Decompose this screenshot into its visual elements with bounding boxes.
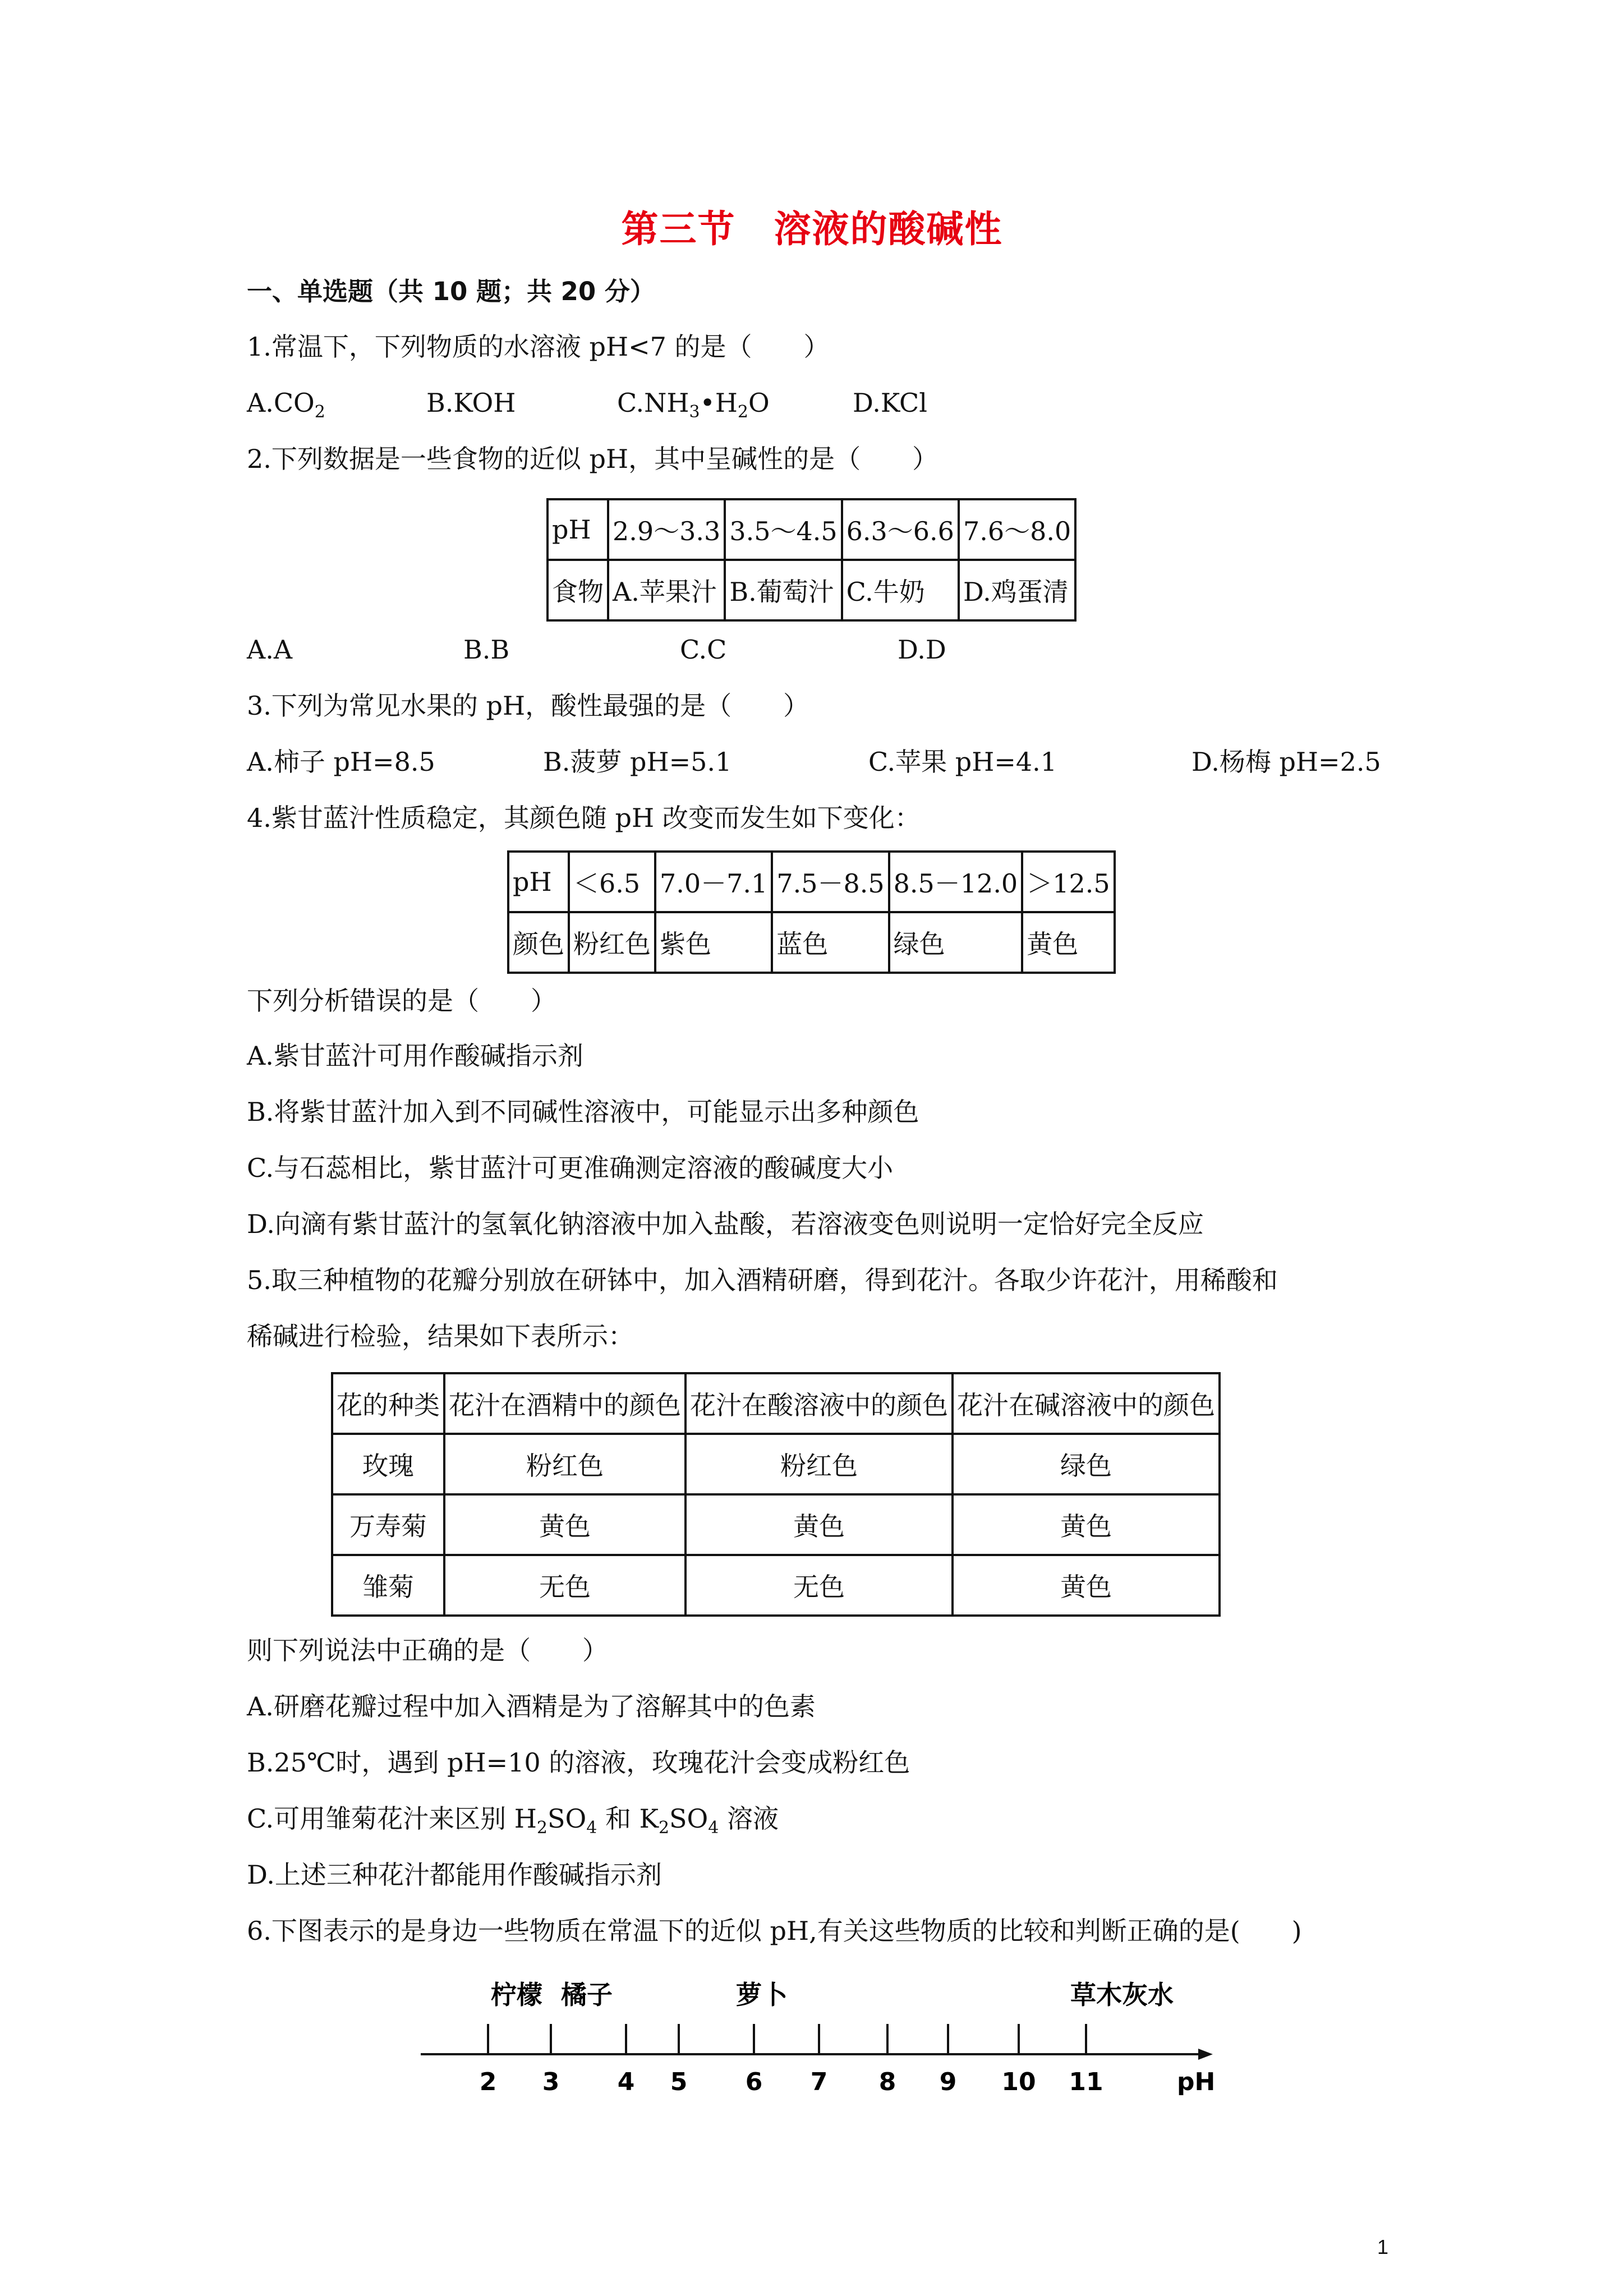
q4-option-d: D.向滴有紫甘蓝汁的氢氧化钠溶液中加入盐酸，若溶液变色则说明一定恰好完全反应 bbox=[247, 1209, 1204, 1239]
table-row bbox=[508, 852, 1115, 912]
table-cell: pH bbox=[548, 499, 608, 560]
table-cell: ＞12.5 bbox=[1022, 852, 1114, 912]
q4-question: 下列分析错误的是（ ） bbox=[247, 986, 556, 1016]
table-cell: 花汁在酸溶液中的颜色 bbox=[686, 1373, 953, 1434]
table-cell: 绿色 bbox=[889, 912, 1023, 973]
table-cell: 花的种类 bbox=[332, 1373, 444, 1434]
table-cell: 黄色 bbox=[953, 1555, 1220, 1616]
table-cell: 花汁在酒精中的颜色 bbox=[444, 1373, 686, 1434]
table-cell: 3.5～4.5 bbox=[725, 499, 841, 560]
q1-option-d: D.KCl bbox=[853, 388, 927, 418]
table-cell: 7.0－7.1 bbox=[655, 852, 772, 912]
ph-tick-label: 2 bbox=[479, 2068, 497, 2096]
q1-option-b: B.KOH bbox=[426, 388, 516, 418]
q2-ph-table bbox=[546, 498, 1076, 622]
table-cell: 黄色 bbox=[1022, 912, 1114, 973]
table-cell: 8.5－12.0 bbox=[889, 852, 1023, 912]
ph-tick-label: 9 bbox=[939, 2068, 957, 2096]
table-cell: 6.3～6.6 bbox=[842, 499, 959, 560]
table-cell: C.牛奶 bbox=[842, 560, 959, 620]
q3-stem: 3.下列为常见水果的 pH，酸性最强的是（ ） bbox=[247, 691, 809, 721]
table-cell: 食物 bbox=[548, 560, 608, 620]
q5-stem-line2: 稀碱进行检验，结果如下表所示： bbox=[247, 1321, 634, 1351]
table-cell: 花汁在碱溶液中的颜色 bbox=[953, 1373, 1220, 1434]
ph-tick-label: 10 bbox=[1001, 2068, 1036, 2096]
table-row bbox=[508, 912, 1115, 973]
ph-tick-label: 8 bbox=[878, 2068, 896, 2096]
q2-option-d: D.D bbox=[898, 634, 946, 665]
table-cell: 万寿菊 bbox=[332, 1494, 444, 1555]
q4-stem: 4.紫甘蓝汁性质稳定，其颜色随 pH 改变而发生如下变化： bbox=[247, 803, 921, 833]
ph-axis-arrow bbox=[1198, 2049, 1213, 2060]
table-cell: D.鸡蛋清 bbox=[959, 560, 1075, 620]
ph-tick-label: 5 bbox=[670, 2068, 688, 2096]
ph-tick-label: 3 bbox=[542, 2068, 560, 2096]
table-cell: 蓝色 bbox=[772, 912, 889, 973]
q2-stem: 2.下列数据是一些食物的近似 pH，其中呈碱性的是（ ） bbox=[247, 444, 938, 474]
q3-option-b: B.菠萝 pH=5.1 bbox=[543, 747, 732, 777]
ph-label-lemon: 柠檬 bbox=[491, 1980, 542, 2010]
table-cell: 黄色 bbox=[686, 1494, 953, 1555]
table-cell: 7.6～8.0 bbox=[959, 499, 1075, 560]
ph-tick-label: 11 bbox=[1069, 2068, 1103, 2096]
q1-option-c: $C.NH_3•H_2O$ bbox=[617, 388, 770, 422]
ph-label-radish: 萝卜 bbox=[736, 1980, 788, 2010]
table-row bbox=[332, 1373, 1220, 1434]
ph-tick-label: 4 bbox=[617, 2068, 635, 2096]
q5-stem-line1: 5.取三种植物的花瓣分别放在研钵中，加入酒精研磨，得到花汁。各取少许花汁，用稀酸和 bbox=[247, 1265, 1278, 1295]
table-row bbox=[332, 1555, 1220, 1616]
table-cell: A.苹果汁 bbox=[608, 560, 725, 620]
q4-option-c: C.与石蕊相比，紫甘蓝汁可更准确测定溶液的酸碱度大小 bbox=[247, 1153, 894, 1183]
q3-option-c: C.苹果 pH=4.1 bbox=[868, 747, 1057, 777]
table-row bbox=[548, 499, 1075, 560]
q5-question: 则下列说法中正确的是（ ） bbox=[247, 1635, 608, 1665]
q5-flower-table bbox=[331, 1372, 1221, 1617]
q2-option-a: A.A bbox=[247, 634, 293, 665]
q1-option-a: $A.CO_2$ bbox=[247, 388, 325, 422]
table-row bbox=[548, 560, 1075, 620]
ph-label-plant-ash-water: 草木灰水 bbox=[1070, 1980, 1174, 2010]
q5-option-d: D.上述三种花汁都能用作酸碱指示剂 bbox=[247, 1860, 662, 1890]
table-cell: 紫色 bbox=[655, 912, 772, 973]
table-cell: ＜6.5 bbox=[569, 852, 655, 912]
q4-option-a: A.紫甘蓝汁可用作酸碱指示剂 bbox=[247, 1041, 583, 1071]
table-cell: 无色 bbox=[444, 1555, 686, 1616]
table-cell: 粉红色 bbox=[569, 912, 655, 973]
q3-option-a: A.柿子 pH=8.5 bbox=[247, 747, 435, 777]
table-cell: 粉红色 bbox=[444, 1434, 686, 1494]
table-cell: 无色 bbox=[686, 1555, 953, 1616]
page-title: 第三节 溶液的酸碱性 bbox=[621, 208, 1003, 251]
q2-option-c: C.C bbox=[680, 634, 727, 665]
table-cell: 黄色 bbox=[444, 1494, 686, 1555]
table-row bbox=[332, 1494, 1220, 1555]
table-cell: 玫瑰 bbox=[332, 1434, 444, 1494]
q5-option-a: A.研磨花瓣过程中加入酒精是为了溶解其中的色素 bbox=[247, 1691, 816, 1722]
table-cell: 颜色 bbox=[508, 912, 569, 973]
ph-tick-label: 6 bbox=[745, 2068, 763, 2096]
q2-option-b: B.B bbox=[463, 634, 510, 665]
q3-option-d: D.杨梅 pH=2.5 bbox=[1191, 747, 1381, 777]
q5-option-c: C.可用雏菊花汁来区别 $H_2SO_4$ 和 $K_2SO_4$ 溶液 bbox=[247, 1803, 779, 1838]
table-cell: 粉红色 bbox=[686, 1434, 953, 1494]
table-cell: pH bbox=[508, 852, 569, 912]
table-cell: B.葡萄汁 bbox=[725, 560, 841, 620]
table-cell: 雏菊 bbox=[332, 1555, 444, 1616]
ph-ticks bbox=[480, 2024, 1103, 2096]
q4-option-b: B.将紫甘蓝汁加入到不同碱性溶液中，可能显示出多种颜色 bbox=[247, 1097, 919, 1127]
q4-color-table bbox=[507, 850, 1116, 974]
section-heading: 一、单选题（共 10 题；共 20 分） bbox=[247, 277, 655, 306]
ph-tick-label: 7 bbox=[810, 2068, 828, 2096]
ph-axis-label: pH bbox=[1177, 2068, 1216, 2096]
q1-stem: 1.常温下，下列物质的水溶液 pH<7 的是（ ） bbox=[247, 332, 830, 362]
table-cell: 2.9～3.3 bbox=[608, 499, 725, 560]
q5-option-b: B.25℃时，遇到 pH=10 的溶液，玫瑰花汁会变成粉红色 bbox=[247, 1747, 910, 1778]
q6-stem: 6.下图表示的是身边一些物质在常温下的近似 pH,有关这些物质的比较和判断正确的是( ) bbox=[247, 1916, 1302, 1946]
ph-scale-diagram bbox=[415, 1975, 1223, 2115]
ph-label-orange: 橘子 bbox=[561, 1980, 613, 2010]
table-row bbox=[332, 1434, 1220, 1494]
table-cell: 绿色 bbox=[953, 1434, 1220, 1494]
table-cell: 黄色 bbox=[953, 1494, 1220, 1555]
table-cell: 7.5－8.5 bbox=[772, 852, 889, 912]
page-number: 1 bbox=[1377, 2235, 1389, 2258]
